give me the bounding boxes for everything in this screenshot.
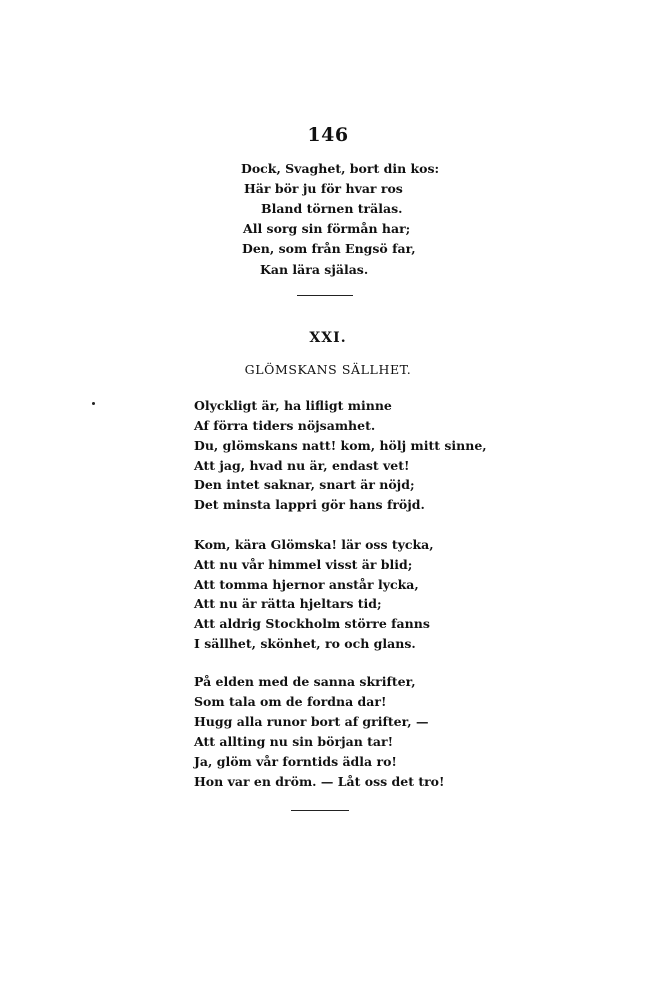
verse-line: Att jag, hvad nu är, endast vet! — [194, 458, 410, 473]
poem-title: GLÖMSKANS SÄLLHET. — [244, 362, 412, 377]
verse-line: På elden med de sanna skrifter, — [194, 674, 416, 689]
section-divider — [297, 295, 353, 296]
verse-line: Du, glömskans natt! kom, hölj mitt sinne, — [194, 438, 487, 453]
verse-line: Bland törnen trälas. — [261, 201, 403, 216]
end-divider — [291, 810, 349, 811]
verse-line: Det minsta lappri gör hans fröjd. — [194, 497, 425, 512]
verse-line: Kom, kära Glömska! lär oss tycka, — [194, 537, 434, 552]
verse-line: Att nu är rätta hjeltars tid; — [194, 596, 382, 611]
verse-line: Hon var en dröm. — Låt oss det tro! — [194, 774, 445, 789]
section-number: XXI. — [309, 330, 347, 346]
verse-line: Den intet saknar, snart är nöjd; — [194, 477, 415, 492]
verse-line: Ja, glöm vår forntids ädla ro! — [194, 754, 397, 769]
page-number: 146 — [307, 124, 349, 146]
verse-line: Här bör ju för hvar ros — [244, 181, 403, 196]
verse-line: Af förra tiders nöjsamhet. — [194, 418, 376, 433]
print-speck — [92, 402, 95, 405]
verse-line: Att nu vår himmel visst är blid; — [194, 557, 413, 572]
verse-line: Den, som från Engsö far, — [242, 241, 416, 256]
verse-line: Kan lära själas. — [260, 262, 369, 277]
verse-line: Hugg alla runor bort af grifter, — — [194, 714, 429, 729]
verse-line: All sorg sin förmån har; — [243, 221, 411, 236]
verse-line: Att aldrig Stockholm större fanns — [194, 616, 430, 631]
verse-line: Olyckligt är, ha lifligt minne — [194, 398, 392, 413]
verse-line: I sällhet, skönhet, ro och glans. — [194, 636, 416, 651]
verse-line: Dock, Svaghet, bort din kos: — [241, 161, 440, 176]
verse-line: Som tala om de fordna dar! — [194, 694, 387, 709]
verse-line: Att allting nu sin början tar! — [194, 734, 394, 749]
verse-line: Att tomma hjernor anstår lycka, — [194, 577, 419, 592]
